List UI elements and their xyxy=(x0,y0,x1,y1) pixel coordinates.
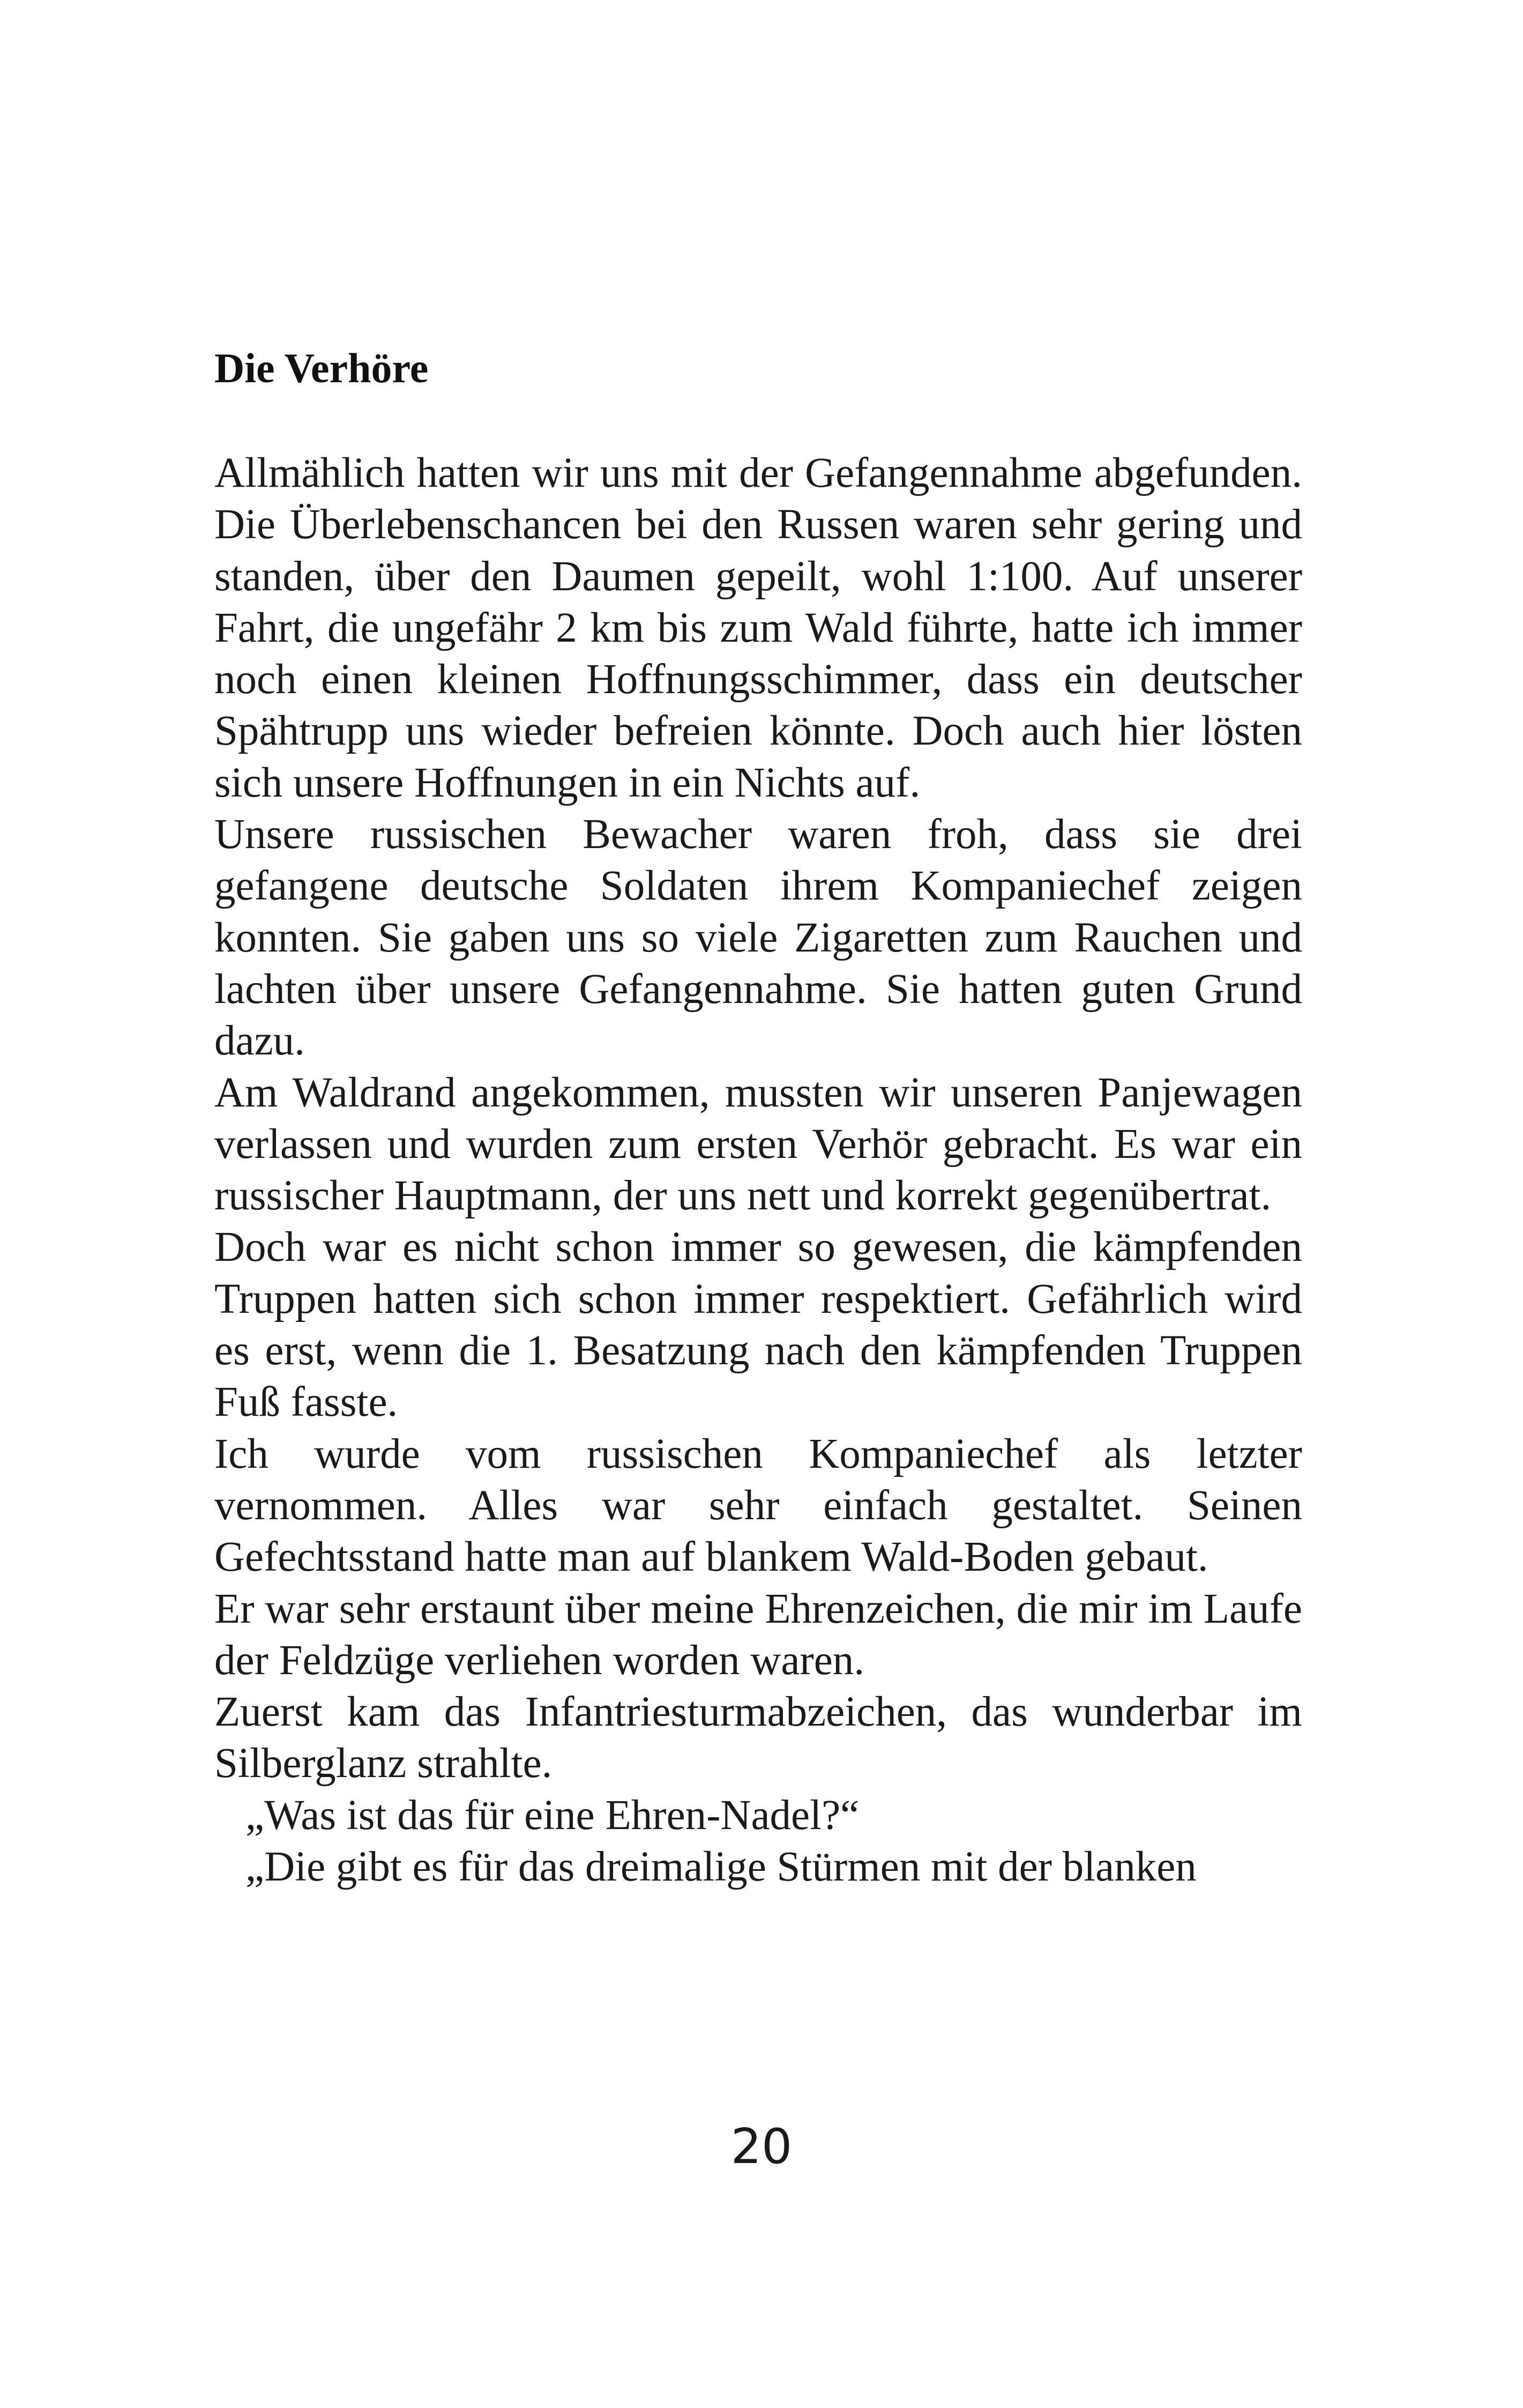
page-number: 20 xyxy=(730,2119,793,2175)
paragraph-ehrenzeichen: Er war sehr erstaunt über meine Ehrenzeichen, die mir im Laufe der Feldzüge verliehen worden waren. xyxy=(214,1585,1302,1684)
dialogue-answer: „Die gibt es für das dreimalige Stürmen mit der blanken xyxy=(245,1844,1197,1891)
paragraph-kompaniechef: Ich wurde vom russischen Kompaniechef als letzter vernommen. Alles war sehr einfach gestaltet. Seinen Gefechtsstand hatte man auf blankem Wald-Boden gebaut. xyxy=(214,1430,1302,1581)
paragraph-bewacher: Unsere russischen Bewacher waren froh, dass sie drei gefangene deutsche Soldaten ihrem Kompaniechef zeigen konnten. Sie gaben uns so viele Zigaretten zum Rauchen und lachten über unsere Gefangennahme. Sie hatten guten Grund dazu. xyxy=(214,811,1302,1065)
paragraph-gefangennahme: Allmählich hatten wir uns mit der Gefangennahme abgefunden. Die Überlebenschancen bei den Russen waren sehr gering und standen, über den Daumen gepeilt, wohl 1:100. Auf unserer Fahrt, die ungefähr 2 km bis zum Wald führte, hatte ich immer noch einen kleinen Hoffnungsschimmer, dass ein deutscher Spähtrupp uns wieder befreien könnte. Doch auch hier lösten sich unsere Hoffnungen in ein Nichts auf. xyxy=(214,450,1302,806)
paragraph-truppen: Doch war es nicht schon immer so gewesen, die kämpfenden Truppen hatten sich schon immer respektiert. Gefährlich wird es erst, wenn die 1. Besatzung nach den kämpfenden Truppen Fuß fasste. xyxy=(214,1224,1302,1426)
paragraph-waldrand: Am Waldrand angekommen, mussten wir unseren Panjewagen verlassen und wurden zum ersten Verhör gebracht. Es war ein russischer Hauptmann, der uns nett und korrekt gegenübertrat. xyxy=(214,1069,1302,1220)
body-text xyxy=(214,448,1302,1893)
chapter-title: Die Verhöre xyxy=(214,345,429,391)
dialogue-question: „Was ist das für eine Ehren-Nadel?“ xyxy=(245,1792,860,1839)
paragraph-sturmabzeichen: Zuerst kam das Infantriesturmabzeichen, das wunderbar im Silberglanz strahlte. xyxy=(214,1689,1302,1787)
